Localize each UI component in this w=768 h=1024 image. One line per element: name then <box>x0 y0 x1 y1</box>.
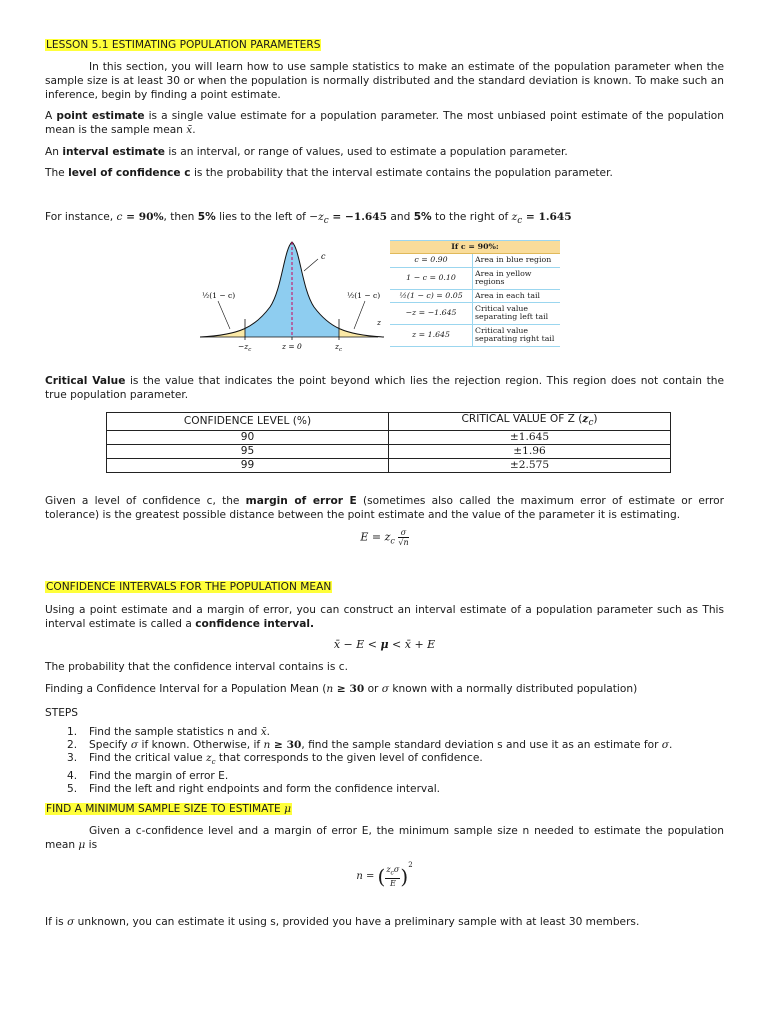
info-table-header: If c = 90%: <box>390 241 560 254</box>
sample-size-formula: n = ( $z_c\sigma$ E )$^2$ <box>356 861 413 889</box>
list-item: 2. Specify σ if known. Otherwise, if n ≥ 30, find the sample standard deviation s and use it as an estimate for σ. <box>67 739 673 752</box>
left-tail-label: ½(1 − c) <box>202 291 236 300</box>
axis-left-label: $-z_c$ <box>238 342 252 353</box>
steps-label: STEPS <box>45 707 79 719</box>
point-estimate-paragraph: A point estimate is a single value estimate for a population parameter. The most unbiased point estimate of the population mean is the sample mean x̄. <box>45 110 724 137</box>
critical-value-table <box>106 412 671 473</box>
ci-heading-text: CONFIDENCE INTERVALS FOR THE POPULATION MEAN <box>46 581 332 593</box>
info-row: z = 1.645 Critical value separating right tail <box>390 324 560 346</box>
info-row: ½(1 − c) = 0.05 Area in each tail <box>390 289 560 302</box>
axis-mid-label: z = 0 <box>282 342 302 351</box>
instance-paragraph: For instance, c = 90%, then 5% lies to the left of $-z_c = -1.645$ and 5% to the right of $z_c = 1.645$ <box>45 211 572 227</box>
confidence-interval-term: confidence interval. <box>195 618 315 631</box>
lesson-heading <box>45 38 724 52</box>
ci-paragraph: Using a point estimate and a margin of error, you can construct an interval estimate of a population parameter such as This interval estimate is called a confidence interval. <box>45 604 724 631</box>
margin-error-paragraph: Given a level of confidence c, the margin of error E (sometimes also called the maximum error of estimate or error tolerance) is the greatest possible distance between the point estimate and the value of the parameter it is estimating. <box>45 495 724 522</box>
confidence-info-table <box>390 240 560 347</box>
ci-heading <box>45 580 724 594</box>
curve-label: c <box>321 252 326 261</box>
critical-value-paragraph: Critical Value is the value that indicates the point beyond which lies the rejection region. This region does not contain the true population parameter. <box>45 375 724 402</box>
axis-variable: z <box>377 318 381 327</box>
min-sample-heading <box>45 802 724 816</box>
min-sample-paragraph: Given a c-confidence level and a margin of error E, the minimum sample size n needed to estimate the population mean μ is <box>45 825 724 852</box>
level-confidence-term: level of confidence c <box>68 167 191 179</box>
steps-list <box>45 726 768 796</box>
info-row: 1 − c = 0.10 Area in yellow regions <box>390 267 560 289</box>
point-estimate-term: point estimate <box>56 110 145 122</box>
list-item: 1. Find the sample statistics n and x̄. <box>67 726 271 738</box>
info-row: c = 0.90 Area in blue region <box>390 254 560 267</box>
final-paragraph: If is σ unknown, you can estimate it using s, provided you have a preliminary sample with at least 30 members. <box>45 916 640 928</box>
col-confidence-level: CONFIDENCE LEVEL (%) <box>107 413 389 431</box>
intro-paragraph: In this section, you will learn how to use sample statistics to make an estimate of the population parameter when the sample size is at least 30 or when the population is normally distributed and the standard deviation is known. To make such an inference, begin by finding a point estimate. <box>45 61 724 102</box>
margin-error-formula: $E = z_c$ $\frac{\sigma}{√n}$ <box>360 528 409 547</box>
lesson-heading-text: LESSON 5.1 ESTIMATING POPULATION PARAMETERS <box>46 39 321 51</box>
probability-paragraph: The probability that the confidence interval contains is c. <box>45 661 348 673</box>
critical-value-term: Critical Value <box>45 375 126 387</box>
list-item: 4. Find the margin of error E. <box>67 769 229 782</box>
list-item: 3. Find the critical value $z_c$ that corresponds to the given level of confidence. <box>67 752 483 767</box>
info-row: −z = −1.645 Critical value separating left tail <box>390 303 560 325</box>
finding-paragraph: Finding a Confidence Interval for a Population Mean (n ≥ 30 or σ known with a normally distributed population) <box>45 683 638 695</box>
list-item: 5. Find the left and right endpoints and form the confidence interval. <box>67 782 441 795</box>
ci-formula: x̄ − E < μ < x̄ + E <box>333 638 436 651</box>
left-tail-region <box>200 237 245 337</box>
table-row: 95 ±1.96 <box>107 445 671 459</box>
margin-error-term: margin of error E <box>245 495 357 507</box>
table-row: 90 ±1.645 <box>107 431 671 445</box>
min-sample-heading-text: FIND A MINIMUM SAMPLE SIZE TO ESTIMATE μ <box>46 803 292 815</box>
level-confidence-paragraph: The level of confidence c is the probability that the interval estimate contains the population parameter. <box>45 167 613 179</box>
axis-right-label: $z_c$ <box>335 342 343 353</box>
col-critical-value: CRITICAL VALUE OF Z $(z_c)$ <box>389 413 671 431</box>
table-row: 99 ±2.575 <box>107 459 671 473</box>
interval-estimate-paragraph: An interval estimate is an interval, or range of values, used to estimate a population parameter. <box>45 146 568 158</box>
right-tail-label: ½(1 − c) <box>347 291 381 300</box>
interval-estimate-term: interval estimate <box>62 146 165 158</box>
